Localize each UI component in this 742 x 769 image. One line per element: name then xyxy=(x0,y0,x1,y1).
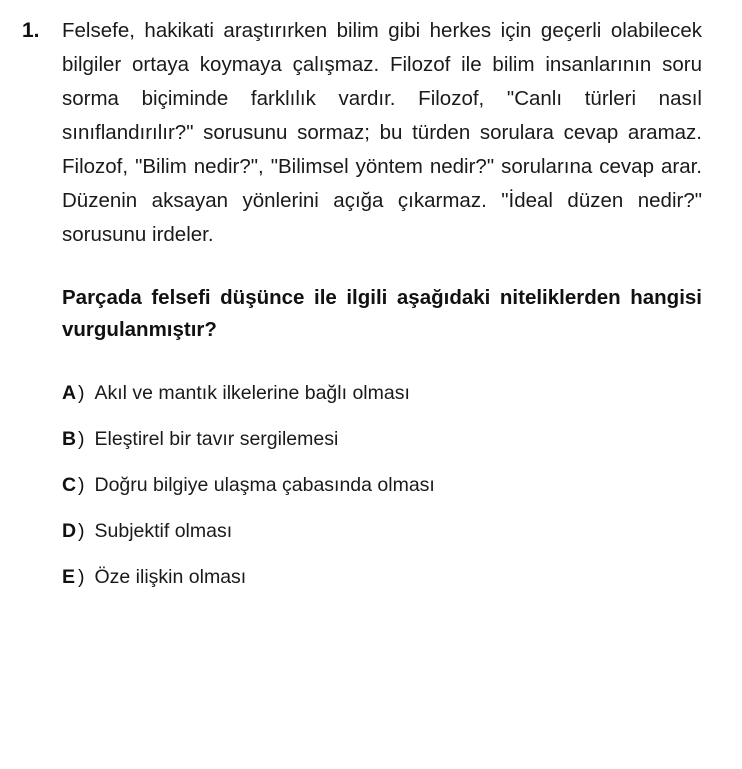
choice-c-letter: C xyxy=(62,474,77,496)
choice-e-paren: ) xyxy=(78,566,85,588)
choice-d-letter: D xyxy=(62,520,77,542)
question-passage: Felsefe, hakikati araştırırken bilim gibi herkes için geçerli olabilecek bilgiler ortaya koymaya çalışmaz. Filozof ile bilim insanlarının soru sorma biçiminde farklılık vardır. Filozof, "Canlı türleri nasıl sınıflandırılır?" sorusunu sormaz; bu türden sorulara cevap aramaz. Filozof, "Bilim nedir?", "Bilimsel yöntem nedir?" sorularına cevap arar. Düzenin aksayan yönlerini açığa çıkarmaz. "İdeal düzen nedir?" sorusunu irdeler. xyxy=(62,19,702,246)
choice-d-paren: ) xyxy=(78,520,85,542)
choice-e-letter: E xyxy=(62,566,76,588)
choice-c[interactable] xyxy=(62,472,702,498)
choice-b[interactable] xyxy=(62,426,702,452)
choice-a-letter: A xyxy=(62,382,77,404)
choice-d-text: Subjektif olması xyxy=(94,520,233,542)
choice-e[interactable] xyxy=(62,564,702,590)
choice-a-paren: ) xyxy=(78,382,85,404)
choice-c-paren: ) xyxy=(78,474,85,496)
choice-a-text: Akıl ve mantık ilkelerine bağlı olması xyxy=(94,382,410,404)
choice-d[interactable] xyxy=(62,518,702,544)
question-number: 1. xyxy=(22,19,40,42)
choice-e-text: Öze ilişkin olması xyxy=(94,566,247,588)
answer-choices xyxy=(62,380,702,590)
choice-b-paren: ) xyxy=(78,428,85,450)
choice-b-letter: B xyxy=(62,428,77,450)
question-block xyxy=(14,14,720,610)
choice-c-text: Doğru bilgiye ulaşma çabasında olması xyxy=(94,474,435,496)
question-body xyxy=(62,14,702,610)
question-prompt: Parçada felsefi düşünce ile ilgili aşağıdaki niteliklerden hangisi vurgulanmıştır? xyxy=(62,286,702,341)
choice-b-text: Eleştirel bir tavır sergilemesi xyxy=(94,428,339,450)
choice-a[interactable] xyxy=(62,380,702,406)
